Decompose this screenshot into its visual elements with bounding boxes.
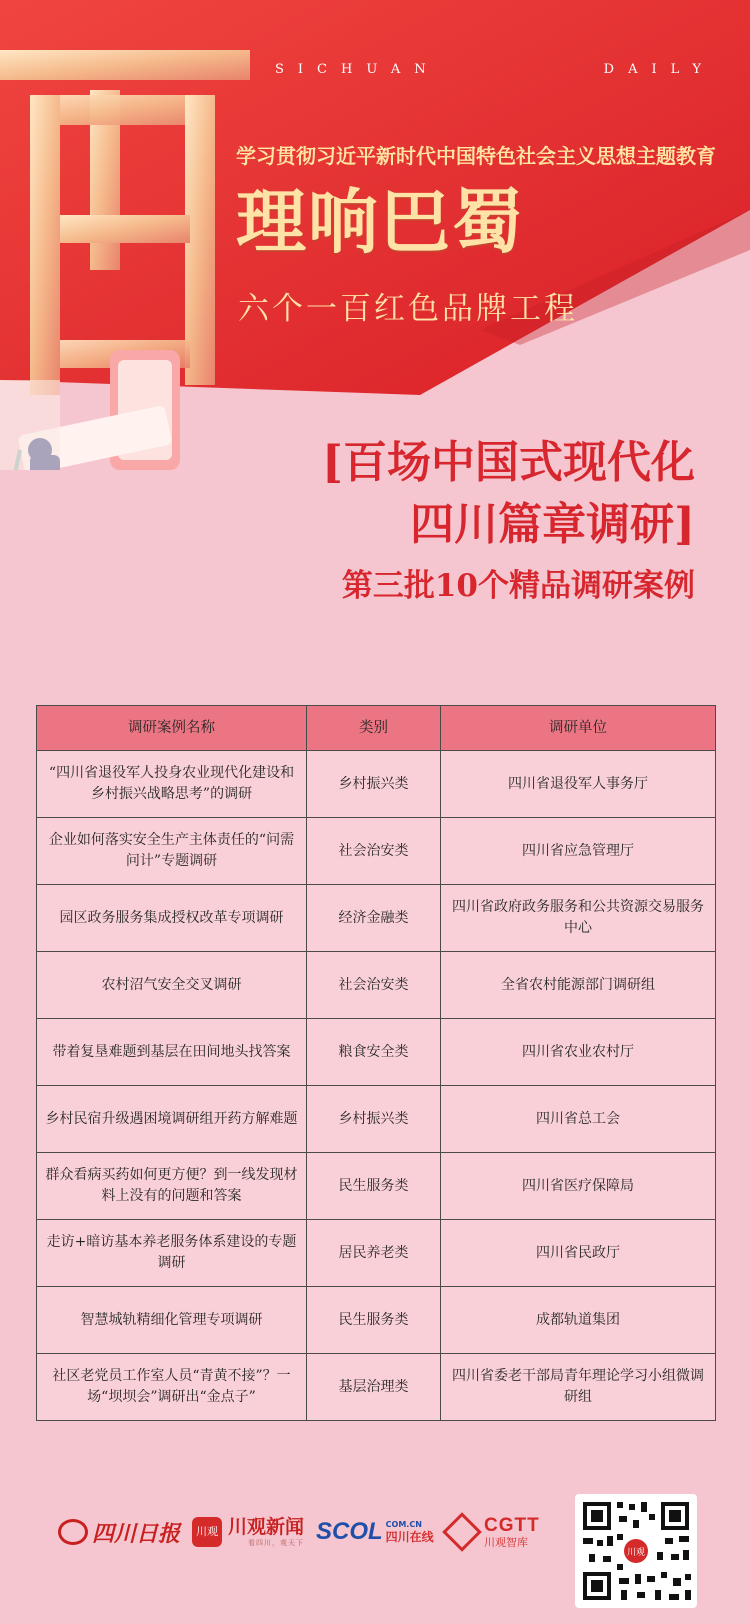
case-unit: 四川省民政厅	[441, 1220, 716, 1287]
table-row	[37, 1287, 716, 1354]
logo-sichuan-daily[interactable]	[58, 1512, 180, 1552]
table-row	[37, 1086, 716, 1153]
case-name: 智慧城轨精细化管理专项调研	[37, 1287, 307, 1354]
table-row	[37, 885, 716, 952]
logo-cgtt-text: CGTT	[484, 1514, 540, 1536]
table-row	[37, 952, 716, 1019]
brand-subtitle: 六个一百红色品牌工程	[238, 291, 578, 327]
headline-line-2: 四川篇章调研]	[410, 499, 695, 550]
header-unit: 调研单位	[441, 706, 716, 751]
logo-cgtt[interactable]	[448, 1512, 540, 1552]
table-row	[37, 751, 716, 818]
sichuan-daily-emblem-icon	[58, 1519, 88, 1545]
case-unit: 四川省农业农村厅	[441, 1019, 716, 1086]
logo-cgtt-sub: 川观智库	[484, 1535, 528, 1549]
case-unit: 四川省委老干部局青年理论学习小组微调研组	[441, 1354, 716, 1421]
qr-center-label: 川观	[626, 1548, 646, 1558]
logo-scol[interactable]	[316, 1512, 434, 1552]
logo-sichuan-daily-text: 四川日报	[92, 1520, 181, 1547]
headline-line-3: 第三批10个精品调研案例	[341, 568, 695, 604]
table-row	[37, 1220, 716, 1287]
logo-scol-text: SCOL	[316, 1518, 383, 1545]
case-category: 居民养老类	[307, 1220, 441, 1287]
case-name: 群众看病买药如何更方便？到一线发现材料上没有的问题和答案	[37, 1153, 307, 1220]
cases-table	[36, 705, 716, 1421]
case-unit: 四川省退役军人事务厅	[441, 751, 716, 818]
case-name: “四川省退役军人投身农业现代化建设和乡村振兴战略思考”的调研	[37, 751, 307, 818]
header-case-name: 调研案例名称	[37, 706, 307, 751]
case-unit: 四川省总工会	[441, 1086, 716, 1153]
logo-chuanguan-news[interactable]	[192, 1512, 304, 1552]
case-unit: 全省农村能源部门调研组	[441, 952, 716, 1019]
case-unit: 四川省政府政务服务和公共资源交易服务中心	[441, 885, 716, 952]
logo-chuanguan-slogan: 看四川，观天下	[248, 1539, 305, 1547]
case-name: 园区政务服务集成授权改革专项调研	[37, 885, 307, 952]
logo-chuanguan-text: 川观新闻	[228, 1516, 305, 1538]
case-name: 社区老党员工作室人员“青黄不接”？一场“坝坝会”调研出“金点子”	[37, 1354, 307, 1421]
table-row	[37, 1354, 716, 1421]
case-category: 社会治安类	[307, 818, 441, 885]
case-category: 乡村振兴类	[307, 1086, 441, 1153]
qr-code-pattern-icon	[575, 1494, 697, 1608]
big-char-stroke-top	[0, 50, 250, 80]
headline	[322, 434, 695, 608]
case-category: 乡村振兴类	[307, 751, 441, 818]
case-name: 企业如何落实安全生产主体责任的“问需问计”专题调研	[37, 818, 307, 885]
cgtt-emblem-icon	[442, 1512, 482, 1552]
theme-line: 学习贯彻习近平新时代中国特色社会主义思想主题教育	[236, 144, 716, 168]
logo-scol-domain: COM.CN	[385, 1520, 422, 1529]
table-row	[37, 818, 716, 885]
case-name: 农村沼气安全交叉调研	[37, 952, 307, 1019]
case-category: 民生服务类	[307, 1287, 441, 1354]
case-unit: 四川省医疗保障局	[441, 1153, 716, 1220]
case-category: 经济金融类	[307, 885, 441, 952]
case-category: 社会治安类	[307, 952, 441, 1019]
case-category: 粮食安全类	[307, 1019, 441, 1086]
brand-title: 理响巴蜀	[236, 180, 524, 263]
table-row	[37, 1153, 716, 1220]
qr-code[interactable]	[575, 1494, 697, 1608]
brand-en-word-1: SICHUAN	[275, 62, 440, 77]
case-unit: 四川省应急管理厅	[441, 818, 716, 885]
case-name: 走访+暗访基本养老服务体系建设的专题调研	[37, 1220, 307, 1287]
table-header-row	[37, 706, 716, 751]
case-category: 基层治理类	[307, 1354, 441, 1421]
logo-scol-sub: 四川在线	[385, 1530, 434, 1544]
chuanguan-badge-icon: 川观	[192, 1517, 222, 1547]
brand-en-word-2: DAILY	[603, 62, 715, 77]
case-name: 乡村民宿升级遇困境调研组开药方解难题	[37, 1086, 307, 1153]
header-category: 类别	[307, 706, 441, 751]
headline-line-1: [百场中国式现代化	[322, 437, 695, 488]
case-unit: 成都轨道集团	[441, 1287, 716, 1354]
brand-english	[275, 62, 715, 77]
table-row	[37, 1019, 716, 1086]
case-category: 民生服务类	[307, 1153, 441, 1220]
case-name: 带着复垦难题到基层在田间地头找答案	[37, 1019, 307, 1086]
